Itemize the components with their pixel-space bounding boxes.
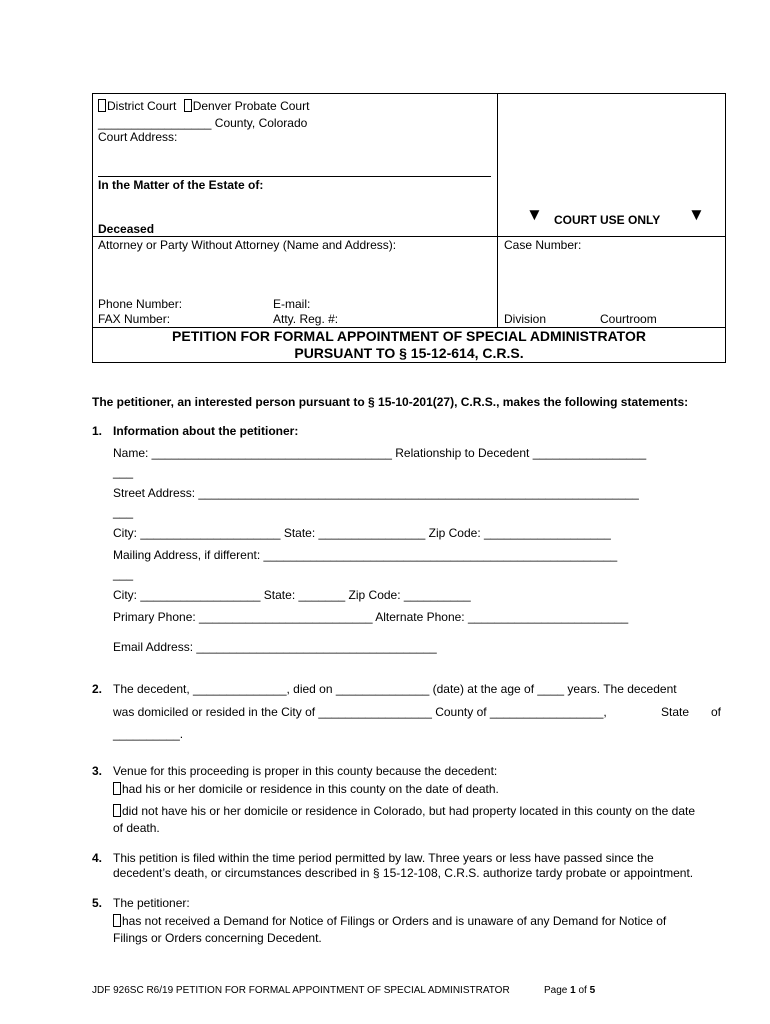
venue-option-1-checkbox[interactable] bbox=[113, 782, 121, 795]
triangle-down-icon: ▼ bbox=[526, 205, 543, 224]
court-use-only-label: COURT USE ONLY bbox=[554, 213, 661, 227]
page-word: Page bbox=[544, 985, 571, 996]
title-line-1: PETITION FOR FORMAL APPOINTMENT OF SPECIAL ADMINISTRATOR bbox=[172, 328, 646, 344]
fax-number-label: FAX Number: bbox=[98, 312, 171, 326]
page-title bbox=[92, 328, 726, 362]
title-line-2: PURSUANT TO § 15-12-614, C.R.S. bbox=[294, 345, 524, 361]
item-5-number: 5. bbox=[92, 896, 103, 910]
email-address-field[interactable]: Email Address: ____________________________________ bbox=[113, 640, 437, 654]
mailing-address-field[interactable]: Mailing Address, if different: _____________________________________________________ bbox=[113, 548, 618, 562]
name-field[interactable]: Name: ____________________________________ Relationship to Decedent _________________ bbox=[113, 446, 647, 460]
district-court-checkbox[interactable] bbox=[98, 99, 106, 112]
caption-divider-1 bbox=[92, 236, 726, 237]
demand-option-1-label: has not received a Demand for Notice of Filings or Orders and is unaware of any Demand for Notice of bbox=[122, 914, 667, 928]
state-label: State bbox=[661, 705, 690, 719]
venue-option-1 bbox=[113, 782, 499, 796]
item-2-number: 2. bbox=[92, 682, 103, 696]
of-word: of bbox=[575, 985, 590, 996]
footer-form-id: JDF 926SC R6/19 PETITION FOR FORMAL APPOINTMENT OF SPECIAL ADMINISTRATOR bbox=[92, 985, 510, 996]
matter-of-label: In the Matter of the Estate of: bbox=[98, 178, 264, 192]
estate-name-line bbox=[98, 176, 491, 177]
venue-option-2 bbox=[113, 804, 695, 818]
decedent-line-2[interactable]: was domiciled or resided in the City of _________________ County of _________________, bbox=[113, 705, 607, 719]
intro-statement: The petitioner, an interested person pursuant to § 15-10-201(27), C.R.S., makes the following statements: bbox=[92, 395, 689, 409]
email-label: E-mail: bbox=[273, 297, 311, 311]
district-court-label: District Court bbox=[107, 99, 177, 113]
item-4-number: 4. bbox=[92, 851, 103, 865]
mailing-field-continuation: ___ bbox=[113, 567, 134, 581]
court-address-label: Court Address: bbox=[98, 130, 178, 144]
venue-option-1-label: had his or her domicile or residence in this county on the date of death. bbox=[122, 782, 499, 796]
venue-lead: Venue for this proceeding is proper in this county because the decedent: bbox=[113, 764, 498, 778]
atty-reg-label: Atty. Reg. #: bbox=[273, 312, 339, 326]
denver-probate-checkbox[interactable] bbox=[184, 99, 192, 112]
of-label: of bbox=[711, 705, 722, 719]
timeliness-line-2: decedent’s death, or circumstances described in § 15-12-108, C.R.S. authorize tardy probate or appointment. bbox=[113, 866, 694, 880]
item-1-number: 1. bbox=[92, 424, 103, 438]
street-address-field[interactable]: Street Address: __________________________________________________________________ bbox=[113, 486, 639, 500]
courtroom-label: Courtroom bbox=[600, 312, 657, 326]
page-total: 5 bbox=[589, 985, 596, 996]
state-field[interactable]: __________. bbox=[113, 727, 184, 741]
decedent-line-1[interactable]: The decedent, ______________, died on ______________ (date) at the age of ____ years. The decedent bbox=[113, 682, 677, 696]
venue-option-2-continuation: of death. bbox=[113, 821, 160, 835]
timeliness-line-1: This petition is filed within the time period permitted by law. Three years or less have passed since the bbox=[113, 851, 654, 865]
footer-page-number bbox=[544, 985, 595, 996]
caption-divider-vertical bbox=[497, 93, 498, 328]
case-number-label: Case Number: bbox=[504, 238, 582, 252]
petitioner-lead: The petitioner: bbox=[113, 896, 190, 910]
name-field-continuation: ___ bbox=[113, 465, 134, 479]
item-1-heading: Information about the petitioner: bbox=[113, 424, 299, 438]
mailing-city-state-zip-field[interactable]: City: __________________ State: _______ Zip Code: __________ bbox=[113, 588, 471, 602]
triangle-down-icon: ▼ bbox=[688, 205, 705, 224]
demand-option-1-checkbox[interactable] bbox=[113, 914, 121, 927]
phone-fields[interactable]: Primary Phone: __________________________ Alternate Phone: ________________________ bbox=[113, 610, 629, 624]
page-current: 1 bbox=[570, 985, 576, 996]
venue-option-2-label: did not have his or her domicile or residence in Colorado, but had property located in this county on the date bbox=[122, 804, 696, 818]
demand-option-1-continuation: Filings or Orders concerning Decedent. bbox=[113, 931, 322, 945]
item-3-number: 3. bbox=[92, 764, 103, 778]
demand-option-1 bbox=[113, 914, 666, 928]
denver-probate-label: Denver Probate Court bbox=[192, 99, 310, 113]
venue-option-2-checkbox[interactable] bbox=[113, 804, 121, 817]
city-state-zip-field[interactable]: City: _____________________ State: ________________ Zip Code: ___________________ bbox=[113, 526, 611, 540]
attorney-label: Attorney or Party Without Attorney (Name and Address): bbox=[98, 238, 397, 252]
county-line: _________________ County, Colorado bbox=[98, 116, 308, 130]
court-selection bbox=[98, 99, 309, 113]
street-field-continuation: ___ bbox=[113, 505, 134, 519]
division-label: Division bbox=[504, 312, 547, 326]
deceased-label: Deceased bbox=[98, 222, 155, 236]
phone-number-label: Phone Number: bbox=[98, 297, 183, 311]
